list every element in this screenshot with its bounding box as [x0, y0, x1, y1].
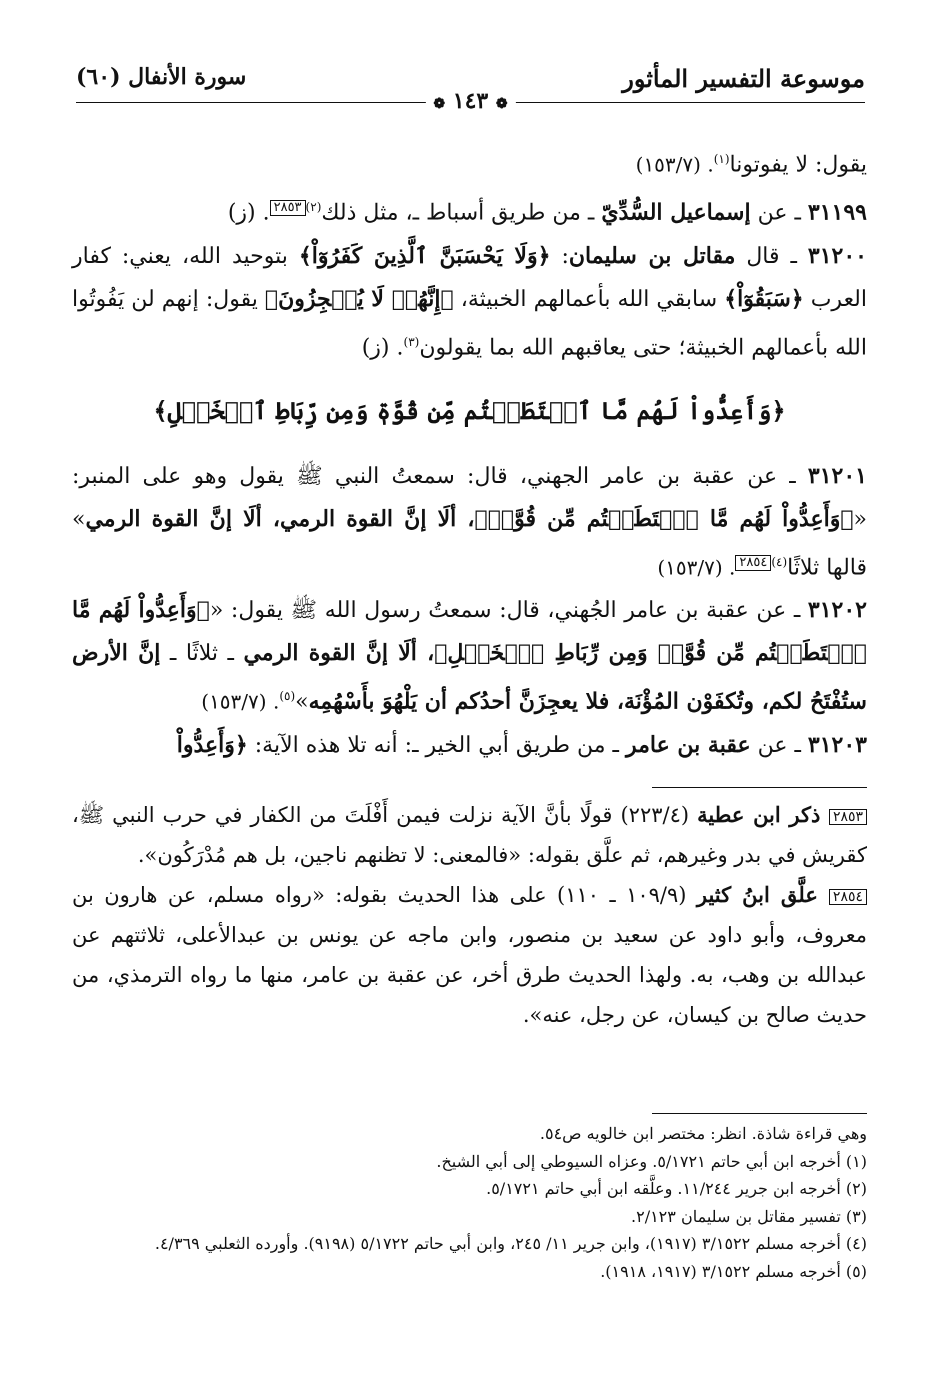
volume-reference: . (١٥٣/٧) [635, 152, 714, 177]
text: سابقي الله بأعمالهم الخبيثة، [453, 286, 725, 312]
paragraph-1 [72, 138, 867, 186]
paragraph-31202 [72, 589, 867, 723]
note-box-marker: ٢٨٥٤ [829, 889, 867, 905]
footnote-marker: (١) [713, 152, 730, 166]
text: يقول: لا يفوتونا [729, 152, 867, 178]
entry-number: ٣١٢٠٣ [807, 731, 867, 758]
quran-quote: ﴿وَأَعِدُّواْ لَهُم مَّا ٱسۡتَطَعۡتُم مِّن قُوَّةٖ﴾ [474, 505, 854, 532]
surah-label: سورة الأنفال (٦٠) [76, 64, 247, 90]
footnote-marker: (٤) [771, 554, 788, 569]
page-number-block [425, 88, 515, 114]
volume-reference: . (١٥٣/٧) [657, 555, 736, 580]
text: . (ز) [361, 334, 404, 360]
book-title: موسوعة التفسير المأثور [622, 64, 865, 93]
quran-quote: ﴿وَلَا يَحْسَبَنَّ ٱلَّذِينَ كَفَرُوٓاْ﴾ [298, 242, 551, 269]
text: بتوحيد الله، يعني: كفار العرب [72, 243, 867, 312]
quran-quote: ﴿وَأَعِدُّواْ لَهُم مَّا ٱسۡتَطَعۡتُم مِّن قُوَّةٖ وَمِن رِّبَاطِ ٱلۡخَيۡلِ﴾ [72, 597, 867, 667]
note-text: (٢٢٣/٤) قولًا بأنَّ الآية نزلت فيمن أَفْلَتَ من الكفار في حرب النبي ﷺ، كقريش في بدر وغيرهم، ثم علَّق بقوله: «فالمعنى: لا تظنهم ناجين، بل هم مُدْرَكُون». [72, 803, 867, 867]
entry-number: ٣١١٩٩ [807, 199, 867, 226]
text: ـ من طريق أبي الخير ـ: أنه تلا هذه الآية: [247, 732, 626, 758]
quran-quote: ﴿إِنَّهُمۡ لَا يُعۡجِزُونَ﴾ [264, 285, 454, 312]
text: ـ عن عقبة بن عامر الجهني، قال: سمعتُ النبي ﷺ يقول وهو على المنبر: « [72, 463, 867, 532]
footnote-marker: (٥) [279, 689, 296, 704]
text: » قالها ثلاثًا [72, 506, 867, 581]
hadith-text: إنَّ الأرض ستُفْتَحُ لكم، وتُكفَوْن المُؤْنَة، فلا يعجِزَنَّ أحدُكم أن يَلْهُوَ بأَسْهُمِه [72, 640, 867, 715]
narrator-name: إسماعيل السُّدِّيّ [601, 199, 751, 226]
footnote: (١) أخرجه ابن أبي حاتم ٥/١٧٢١. وعزاه السيوطي إلى أبي الشيخ. [436, 1151, 867, 1171]
note-lead: علَّق ابنُ كثير [696, 882, 829, 907]
text: ـ عن [750, 200, 808, 226]
commentary-notes [72, 795, 867, 1035]
text: : [550, 243, 569, 269]
text: » [295, 689, 309, 715]
note-lead: ذكر ابن عطية [697, 802, 829, 827]
hadith-text: ، ألَا إنَّ القوة الرمي، ألَا إنَّ القوة الرمي [85, 505, 475, 532]
entry-number: ٣١٢٠٠ [807, 242, 867, 269]
footnote: (٣) تفسير مقاتل بن سليمان ٢/١٢٣. [631, 1206, 867, 1226]
text: ـ ثلاثًا ـ [160, 641, 244, 667]
footnote-marker: (٢) [305, 200, 322, 215]
text: يقول: إنهم لن يَفُوتُوا الله بأعمالهم الخبيثة؛ حتى يعاقبهم الله بما يقولون [72, 286, 867, 360]
main-text [72, 138, 867, 767]
page-number: ١٤٣ [452, 88, 489, 114]
ornament-icon: ❁ [433, 96, 446, 112]
note-text: (١٠٩/٩ ـ ١١٠) على هذا الحديث بقوله: «رواه مسلم، عن هارون بن معروف، وأبو داود عن سعيد بن منصور، وابن ماجه عن يونس بن عبدالأعلى، ثلاثتهم عن عبدالله بن وهب، به. ولهذا الحديث طرق أخر، عن عقبة بن عامر، منها ما رواه الترمذي، من حديث صالح بن كيسان، عن رجل، عنه». [72, 883, 867, 1027]
entry-number: ٣١٢٠٢ [807, 597, 867, 624]
quran-quote: ﴿سَبَقُوٓاْ﴾ [724, 285, 804, 312]
paragraph-31203 [72, 724, 867, 767]
quran-quote: ﴿وَأَعِدُّواْ [176, 731, 248, 758]
footnote: (٢) أخرجه ابن جرير ١١/٢٤٤. وعلَّقه ابن أبي حاتم ٥/١٧٢١. [486, 1179, 867, 1198]
note-box-marker: ٢٨٥٣ [270, 200, 306, 216]
text: ـ قال [735, 243, 808, 269]
notes-separator [652, 787, 867, 788]
footnote: (٥) أخرجه مسلم ٣/١٥٢٢ (١٩١٧، ١٩١٨). [600, 1261, 867, 1281]
footnote: وهي قراءة شاذة. انظر: مختصر ابن خالويه ص٥٤. [539, 1124, 867, 1143]
note-2854 [72, 875, 867, 1035]
volume-reference: . (١٥٣/٧) [201, 689, 280, 714]
hadith-text: ، ألَا إنَّ القوة الرمي [243, 640, 435, 667]
narrator-name: مقاتل بن سليمان [568, 242, 736, 269]
verse-heading: ﴿وَأَعِدُّواْ لَهُم مَّا ٱسۡتَطَعۡتُم مِّن قُوَّةٖ وَمِن رِّبَاطِ ٱلۡخَيۡلِ﴾ [153, 395, 786, 425]
text: ـ من طريق أسباط ـ، مثل ذلك [321, 200, 602, 226]
ornament-icon: ❁ [495, 96, 508, 112]
footnotes [72, 1120, 867, 1285]
entry-number: ٣١٢٠١ [807, 462, 867, 489]
narrator-name: عقبة بن عامر [625, 731, 751, 758]
footnote: (٤) أخرجه مسلم ٣/١٥٢٢ (١٩١٧)، وابن جرير ١١/ ٢٤٥، وابن أبي حاتم ٥/١٧٢٢ (٩١٩٨). وأورده الثعلبي ٤/٣٦٩. [154, 1234, 867, 1253]
paragraph-31199 [72, 186, 867, 234]
text: ـ عن [750, 732, 808, 758]
footnotes-separator [652, 1113, 867, 1114]
note-box-marker: ٢٨٥٤ [735, 555, 771, 571]
text: . (ز) [227, 200, 270, 226]
page-header [76, 62, 865, 114]
text: ـ عن عقبة بن عامر الجُهني، قال: سمعتُ رسول الله ﷺ يقول: « [209, 598, 808, 624]
footnote-marker: (٣) [403, 334, 420, 349]
paragraph-31200 [72, 235, 867, 369]
paragraph-31201 [72, 455, 867, 589]
note-2853 [72, 795, 867, 875]
note-box-marker: ٢٨٥٣ [829, 809, 867, 825]
